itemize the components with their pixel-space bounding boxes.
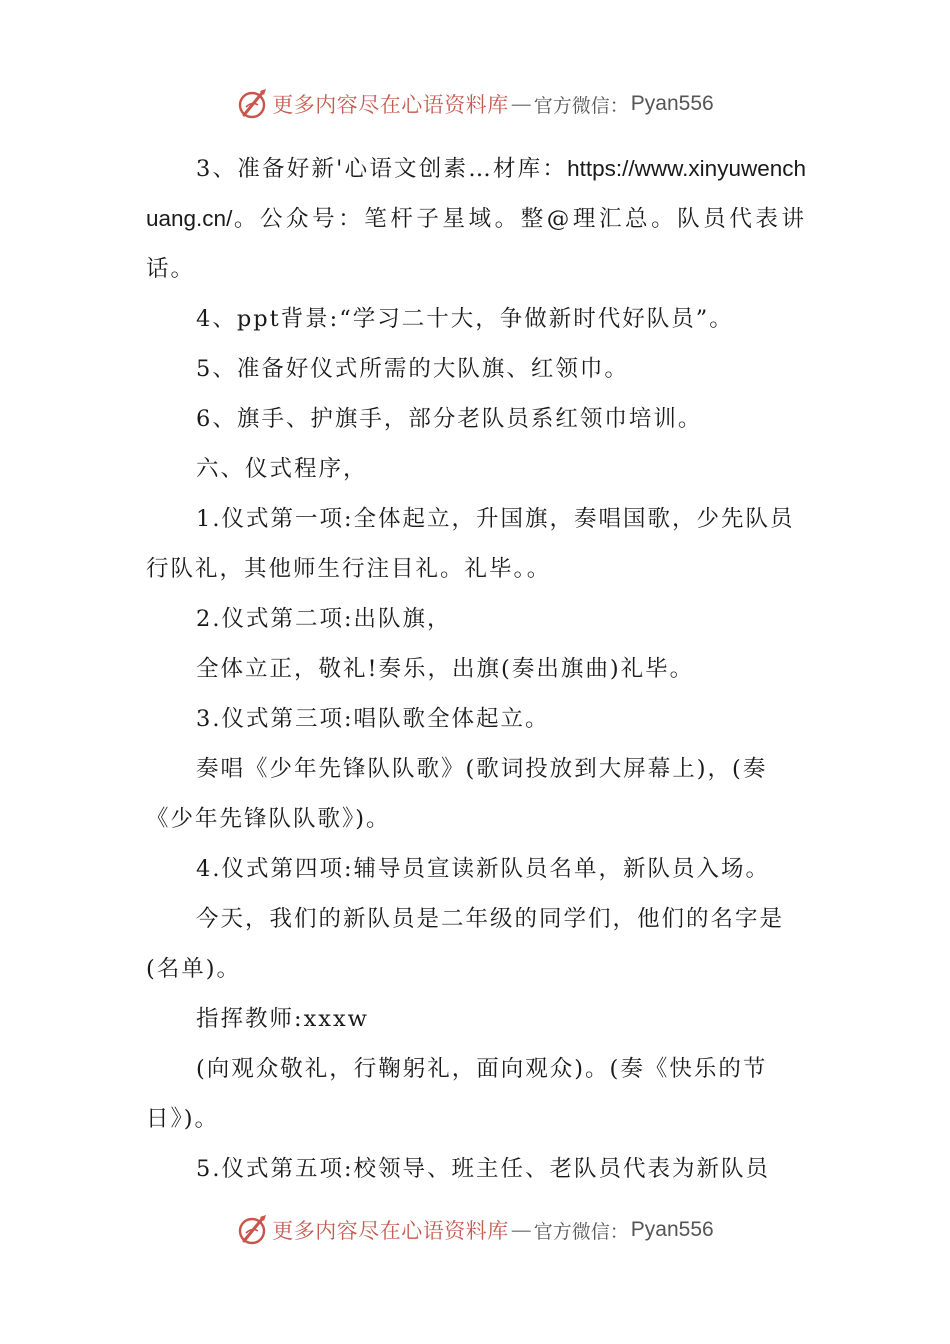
paragraph-14: 5.仪式第五项:校领导、班主任、老队员代表为新队员 [196, 1156, 771, 1182]
paragraph-5: 1.仪式第一项:全体起立，升国旗，奏唱国歌，少先队员行队礼，其他师生行注目礼。礼毕。。 [146, 506, 795, 582]
header-watermark-banner [0, 84, 950, 124]
paragraph-9: 奏唱《少年先锋队队歌》(歌词投放到大屏幕上)，(奏《少年先锋队队歌》)。 [146, 756, 768, 832]
pen-logo-icon [236, 87, 270, 121]
banner-slogan: 更多内容尽在心语资料库 [272, 93, 509, 117]
paragraph-text: 。公众号：笔杆子星域。整@理汇总。队员代表讲话。 [146, 206, 806, 282]
paragraph-4: 6、旗手、护旗手，部分老队员系红领巾培训。 [196, 406, 703, 432]
banner-label: 官方微信： [533, 1220, 629, 1243]
banner-slogan: 更多内容尽在心语资料库 [272, 1219, 509, 1243]
paragraph-7: 全体立正，敬礼!奏乐，出旗(奏出旗曲)礼毕。 [196, 656, 695, 682]
paragraph-11: 今天，我们的新队员是二年级的同学们，他们的名字是(名单)。 [146, 906, 785, 982]
paragraph-2: 4、ppt背景:“学习二十大，争做新时代好队员”。 [196, 306, 734, 332]
footer-watermark-banner [0, 1210, 950, 1250]
paragraph-12: 指挥教师:xxxw [196, 1006, 369, 1032]
pen-logo-icon [236, 1213, 270, 1247]
paragraph-3: 5、准备好仪式所需的大队旗、红领巾。 [196, 356, 629, 382]
document-body [146, 144, 806, 1194]
paragraph-10: 4.仪式第四项:辅导员宣读新队员名单，新队员入场。 [196, 856, 771, 882]
paragraph-6: 2.仪式第二项:出队旗， [196, 606, 452, 632]
paragraph-text: 3、准备好新'心语文创素…材库： [196, 156, 568, 182]
paragraph-8: 3.仪式第三项:唱队歌全体起立。 [196, 706, 550, 732]
website-link[interactable]: https://www.xinyuwenchuang.cn/ [146, 156, 806, 231]
banner-dash: — [510, 92, 532, 116]
banner-label: 官方微信： [533, 94, 629, 117]
banner-wechat-id: Pyan556 [630, 1218, 714, 1241]
banner-dash: — [510, 1218, 532, 1242]
section-heading: 六、仪式程序， [196, 456, 368, 482]
paragraph-1 [146, 144, 806, 294]
banner-wechat-id: Pyan556 [630, 92, 714, 115]
paragraph-13: (向观众敬礼，行鞠躬礼，面向观众)。(奏《快乐的节日》)。 [146, 1056, 768, 1132]
